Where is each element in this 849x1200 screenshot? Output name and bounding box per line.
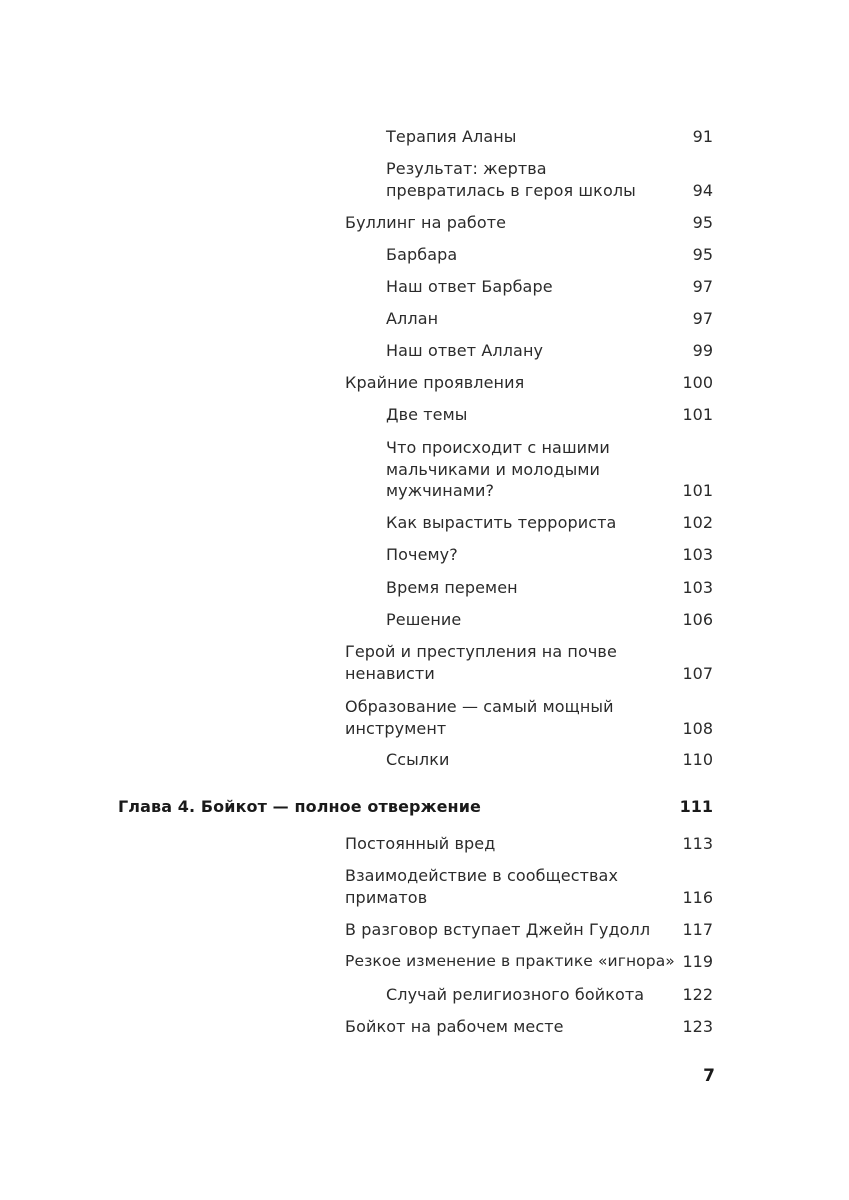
toc-entry-title: Крайние проявления (345, 373, 525, 392)
toc-entry-title: Как вырастить террориста (386, 513, 617, 532)
toc-entry-page: 123 (682, 1017, 713, 1036)
toc-entry-page: 113 (682, 834, 713, 853)
toc-entry-title: Образование — самый мощный инструмент (345, 697, 614, 738)
toc-entry-title: Барбара (386, 245, 458, 264)
toc-entry-title: Постоянный вред (345, 834, 496, 853)
toc-entry-page: 103 (682, 545, 713, 564)
toc-entry-title: Аллан (386, 309, 439, 328)
toc-entry-title: Две темы (386, 405, 468, 424)
toc-entry-title: Время перемен (386, 578, 518, 597)
toc-entry-title: В разговор вступает Джейн Гудолл (345, 920, 651, 939)
toc-entry-page: 103 (682, 578, 713, 597)
toc-entry-page: 95 (692, 245, 713, 264)
toc-entry-page: 117 (682, 920, 713, 939)
toc-entry-page: 101 (682, 405, 713, 424)
toc-chapter-title: Глава 4. Бойкот — полное отвержение (118, 797, 481, 816)
toc-entry-title: Наш ответ Барбаре (386, 277, 553, 296)
toc-entry-page: 91 (692, 127, 713, 146)
page-number: 7 (703, 1066, 715, 1086)
toc-entry-page: 97 (692, 277, 713, 296)
toc-entry-title: Результат: жертва превратилась в героя школы (386, 159, 636, 200)
toc-entry-title: Случай религиозного бойкота (386, 985, 645, 1004)
toc-entry-page: 100 (682, 373, 713, 392)
toc-entry-title: Ссылки (386, 750, 450, 769)
toc-entry-page: 107 (682, 663, 713, 683)
toc-entry-page: 94 (692, 180, 713, 200)
toc-entry-page: 102 (682, 513, 713, 532)
toc-chapter-page: 111 (679, 797, 713, 816)
toc-entry-title: Терапия Аланы (386, 127, 517, 146)
toc-entry-page: 95 (692, 213, 713, 232)
toc-entry-page: 101 (682, 481, 713, 500)
toc-entry-page: 119 (682, 952, 713, 971)
toc-entry-page: 106 (682, 610, 713, 629)
toc-entry-title: Наш ответ Аллану (386, 341, 544, 360)
toc-entry-title: Почему? (386, 545, 458, 564)
toc-entry-title: Что происходит с нашими мальчиками и молодыми мужчинами? (386, 438, 610, 500)
toc-entry-title: Герой и преступления на почве ненависти (345, 642, 617, 683)
toc-entry-page: 97 (692, 309, 713, 328)
toc-entry-title: Резкое изменение в практике «игнора» (345, 952, 675, 970)
toc-entry-page: 99 (692, 341, 713, 360)
toc-entry-title: Решение (386, 610, 462, 629)
toc-entry-page: 116 (682, 887, 713, 907)
toc-entry-title: Буллинг на работе (345, 213, 507, 232)
toc-entry-page: 110 (682, 750, 713, 769)
toc-entry-page: 108 (682, 718, 713, 738)
toc-entry-title: Взаимодействие в сообществах приматов (345, 866, 619, 907)
toc-entry-page: 122 (682, 985, 713, 1004)
toc-entry-title: Бойкот на рабочем месте (345, 1017, 564, 1036)
